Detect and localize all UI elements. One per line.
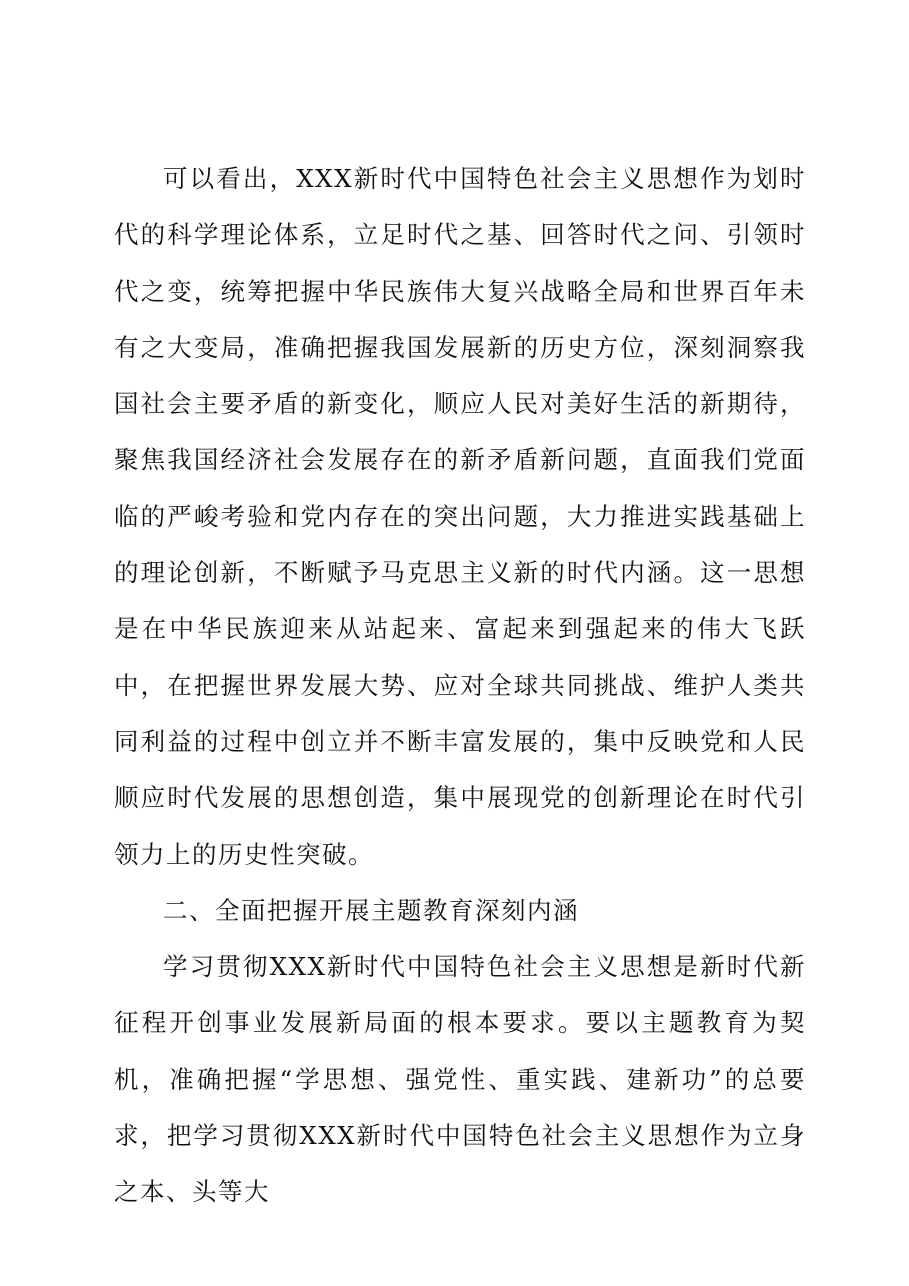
document-body — [114, 151, 806, 1221]
section-heading: 二、全面把握开展主题教育深刻内涵 — [163, 895, 579, 925]
paragraph-study-requirements: 学习贯彻XXX新时代中国特色社会主义思想是新时代新征程开创事业发展新局面的根本要求。要以主题教育为契机，准确把握“学思想、强党性、重实践、建新功”的总要求，把学习贯彻XXX新时代中国特色社会主义思想作为立身之本、头等大 — [114, 952, 806, 1207]
paragraph-theory-summary: 可以看出，XXX新时代中国特色社会主义思想作为划时代的科学理论体系，立足时代之基、回答时代之问、引领时代之变，统筹把握中华民族伟大复兴战略全局和世界百年未有之大变局，准确把握我国发展新的历史方位，深刻洞察我国社会主要矛盾的新变化，顺应人民对美好生活的新期待，聚焦我国经济社会发展存在的新矛盾新问题，直面我们党面临的严峻考验和党内存在的突出问题，大力推进实践基础上的理论创新，不断赋予马克思主义新的时代内涵。这一思想是在中华民族迎来从站起来、富起来到强起来的伟大飞跃中，在把握世界发展大势、应对全球共同挑战、维护人类共同利益的过程中创立并不断丰富发展的，集中反映党和人民顺应时代发展的思想创造，集中展现党的创新理论在时代引领力上的历史性突破。 — [114, 164, 806, 869]
